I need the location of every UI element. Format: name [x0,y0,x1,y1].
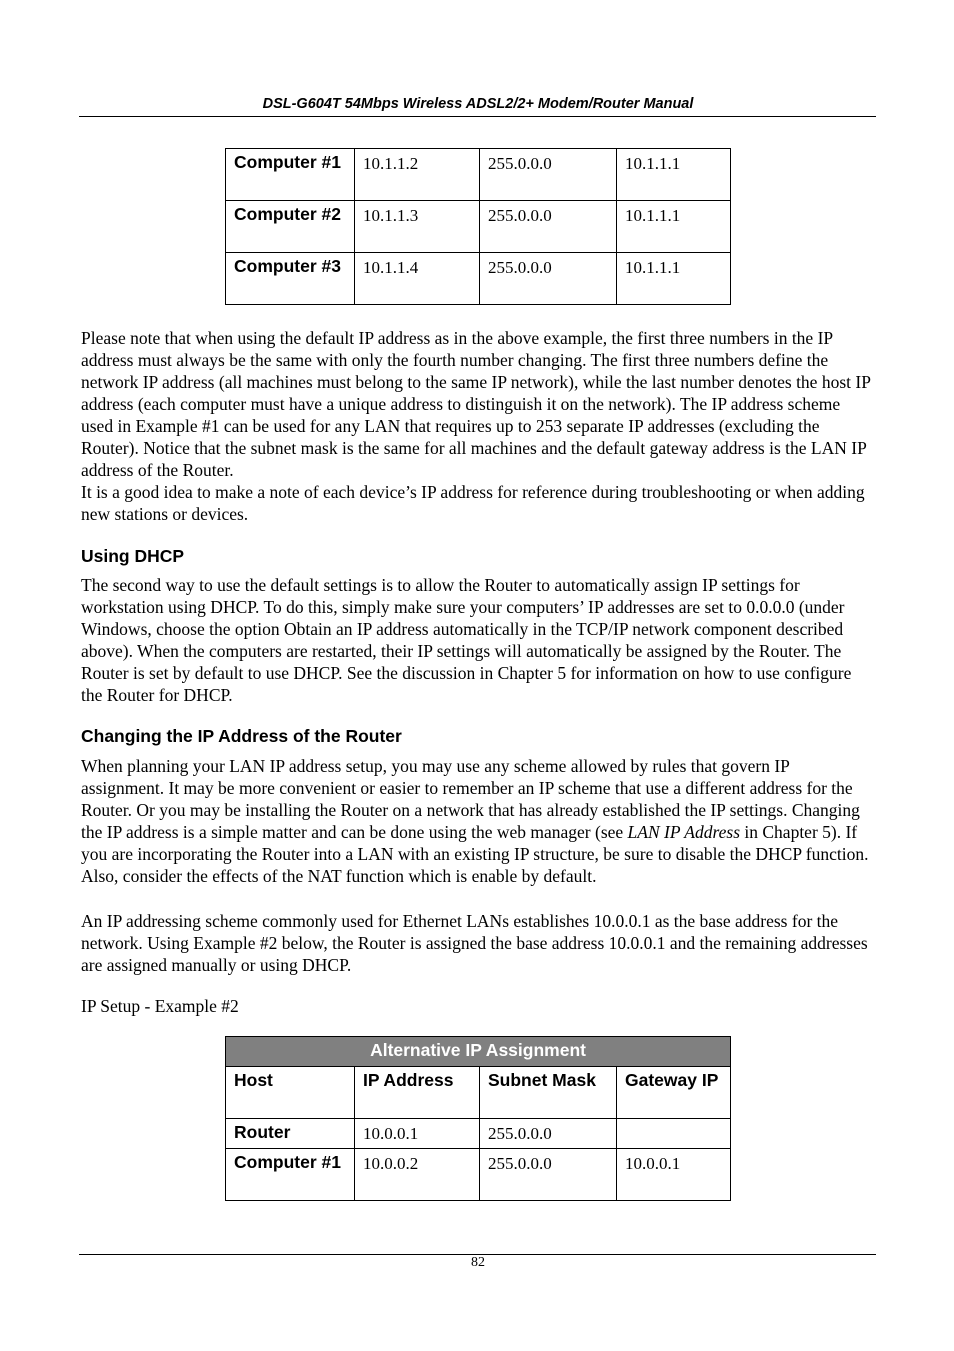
ip-cell: 10.1.1.2 [355,149,480,201]
table-row [226,253,731,305]
table-row [226,149,731,201]
ip-cell: 10.1.1.4 [355,253,480,305]
lan-ip-address-reference: LAN IP Address [627,822,741,842]
gateway-cell: 10.0.0.1 [617,1149,731,1201]
column-header-host: Host [226,1067,355,1119]
host-cell: Computer #3 [226,253,355,305]
text-run: in Chapter 5). If you are incorporating the Router into a LAN with an existing IP structure, be sure to disable the DHCP function. Also, consider the effects of the NAT function which is enable by default. [81,822,869,886]
mask-cell: 255.0.0.0 [480,201,617,253]
example2-label: IP Setup - Example #2 [81,996,239,1016]
change-ip-paragraph-2: An IP addressing scheme commonly used for Ethernet LANs establishes 10.0.0.1 as the base address for the network. Using Example #2 below, the Router is assigned the base address 10.0.0.1 and the remaining addresses are assigned manually or using DHCP. [81,911,868,975]
mask-cell: 255.0.0.0 [480,253,617,305]
gateway-cell [617,1119,731,1149]
intro-paragraph-2: It is a good idea to make a note of each device’s IP address for reference during troubleshooting or when adding new stations or devices. [81,482,865,524]
intro-paragraph-1: Please note that when using the default IP address as in the above example, the first three numbers in the IP address must always be the same with only the fourth number changing. The first three numbers define the network IP address (all machines must belong to the same IP network), while the last number denotes the host IP address (each computer must have a unique address to distinguish it on the network). The IP address scheme used in Example #1 can be used for any LAN that requires up to 253 separate IP addresses (excluding the Router). Notice that the subnet mask is the same for all machines and the default gateway address is the LAN IP address of the Router. [81,328,871,480]
table-row [226,201,731,253]
gateway-cell: 10.1.1.1 [617,201,731,253]
change-ip-heading: Changing the IP Address of the Router [81,726,402,746]
dhcp-paragraph: The second way to use the default settings is to allow the Router to automatically assign IP settings for workstation using DHCP. To do this, simply make sure your computers’ IP addresses are set to 0.0.0.0 (under Windows, choose the option Obtain an IP address automatically in the TCP/IP network component described above). When the computers are restarted, their IP settings will automatically be assigned by the Router. The Router is set by default to use DHCP. See the discussion in Chapter 5 for information on how to use configure the Router for DHCP. [81,575,852,705]
page-header-title: DSL-G604T 54Mbps Wireless ADSL2/2+ Modem/Router Manual [262,96,694,112]
host-cell: Computer #1 [226,149,355,201]
caption-row [226,1037,731,1067]
change-ip-paragraph-1 [81,755,876,887]
header-rule [79,116,876,117]
example1-table [225,148,731,305]
text-run: When planning your LAN IP address setup, you may use any scheme allowed by rules that govern IP assignment. It may be more convenient or easier to remember an IP scheme that use a different address for the Router. Or you may be installing the Router on a network that has already established the IP settings. Changing the IP address is a simple matter and can be done using the web manager (see [81,756,860,842]
mask-cell: 255.0.0.0 [480,1149,617,1201]
host-cell: Computer #2 [226,201,355,253]
table-caption: Alternative IP Assignment [226,1037,731,1067]
ip-cell: 10.1.1.3 [355,201,480,253]
table-row [226,1119,731,1149]
table-row [226,1149,731,1201]
dhcp-heading: Using DHCP [81,546,185,566]
column-header-gateway: Gateway IP [617,1067,731,1119]
mask-cell: 255.0.0.0 [480,149,617,201]
ip-cell: 10.0.0.2 [355,1149,480,1201]
host-cell: Computer #1 [226,1149,355,1201]
gateway-cell: 10.1.1.1 [617,149,731,201]
ip-cell: 10.0.0.1 [355,1119,480,1149]
gateway-cell: 10.1.1.1 [617,253,731,305]
column-header-mask: Subnet Mask [480,1067,617,1119]
host-cell: Router [226,1119,355,1149]
column-header-ip: IP Address [355,1067,480,1119]
page-number: 82 [471,1255,485,1270]
header-row [226,1067,731,1119]
mask-cell: 255.0.0.0 [480,1119,617,1149]
example2-table [225,1036,731,1201]
